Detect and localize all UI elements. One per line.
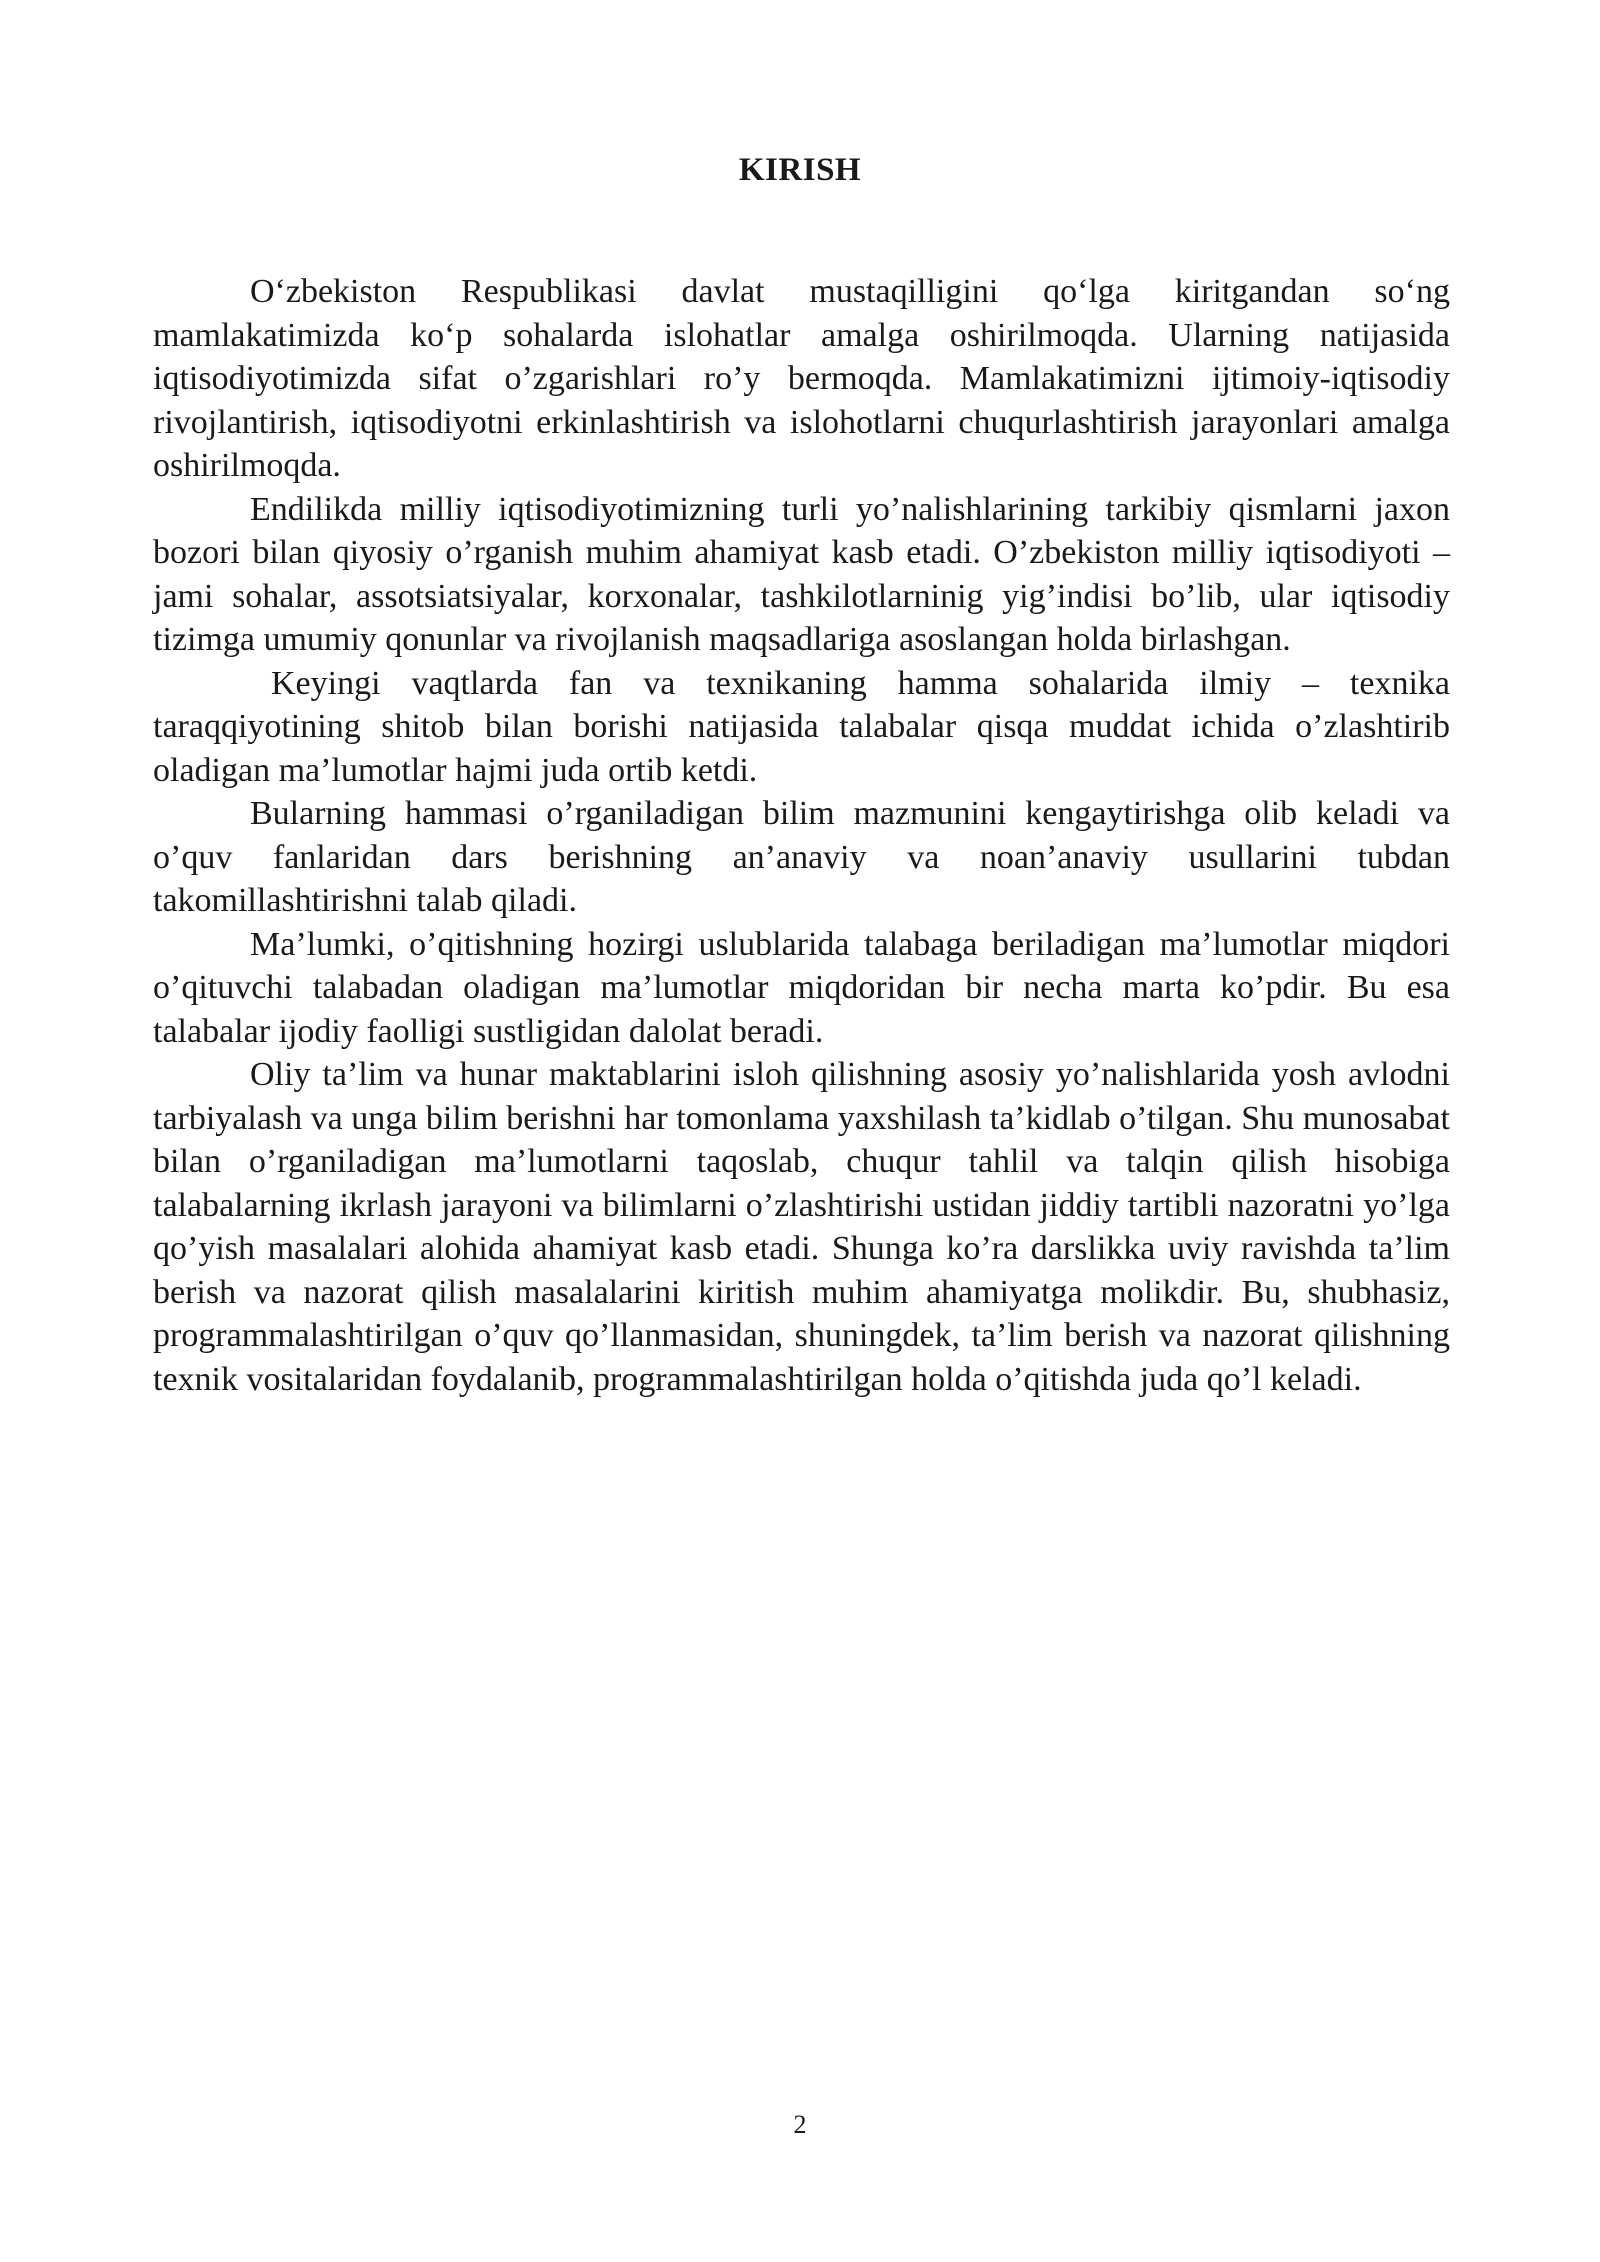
paragraph-6: Oliy ta’lim va hunar maktablarini isloh qilishning asosiy yo’nalishlarida yosh avlodni tarbiyalash va unga bilim berishni har tomonlama yaxshilash ta’kidlab o’tilgan. Shu munosabat bilan o’rganiladigan ma’lumotlarni taqoslab, chuqur tahlil va talqin qilish hisobiga talabalarning ikrlash jarayoni va bilimlarni o’zlashtirishi ustidan jiddiy tartibli nazoratni yo’lga qo’yish masalalari alohida ahamiyat kasb etadi. Shunga ko’ra darslikka uviy ravishda ta’lim berish va nazorat qilish masalalarini kiritish muhim ahamiyatga molikdir. Bu, shubhasiz, programmalashtirilgan o’quv qo’llanmasidan, shuningdek, ta’lim berish va nazorat qilishning texnik vositalaridan foydalanib, programmalashtirilgan holda o’qitishda juda qo’l keladi. <box>153 1056 1450 1398</box>
body-text <box>153 270 1450 1401</box>
paragraph-5: Ma’lumki, o’qitishning hozirgi uslublarida talabaga beriladigan ma’lumotlar miqdori o’qituvchi talabadan oladigan ma’lumotlar miqdoridan bir necha marta ko’pdir. Bu esa talabalar ijodiy faolligi sustligidan dalolat beradi. <box>153 925 1450 1050</box>
paragraph-1: O‘zbekiston Respublikasi davlat mustaqilligini qo‘lga kiritgandan so‘ng mamlakatimizda ko‘p sohalarda islohatlar amalga oshirilmoqda. Ularning natijasida iqtisodiyotimizda sifat o’zgarishlari ro’y bermoqda. Mamlakatimizni ijtimoiy-iqtisodiy rivojlantirish, iqtisodiyotni erkinlashtirish va islohotlarni chuqurlashtirish jarayonlari amalga oshirilmoqda. <box>153 273 1450 484</box>
page-number: 2 <box>793 2110 807 2139</box>
paragraph-3: Keyingi vaqtlarda fan va texnikaning hamma sohalarida ilmiy – texnika taraqqiyotining shitob bilan borishi natijasida talabalar qisqa muddat ichida o’zlashtirib oladigan ma’lumotlar hajmi juda ortib ketdi. <box>153 664 1450 789</box>
paragraph-2: Endilikda milliy iqtisodiyotimizning turli yo’nalishlarining tarkibiy qismlarni jaxon bozori bilan qiyosiy o’rganish muhim ahamiyat kasb etadi. O’zbekiston milliy iqtisodiyoti – jami sohalar, assotsiatsiyalar, korxonalar, tashkilotlarninig yig’indisi bo’lib, ular iqtisodiy tizimga umumiy qonunlar va rivojlanish maqsadlariga asoslangan holda birlashgan. <box>153 490 1450 658</box>
page-title: KIRISH <box>738 152 862 188</box>
paragraph-4: Bularning hammasi o’rganiladigan bilim mazmunini kengaytirishga olib keladi va o’quv fanlaridan dars berishning an’anaviy va noan’anaviy usullarini tubdan takomillashtirishni talab qiladi. <box>153 795 1450 919</box>
